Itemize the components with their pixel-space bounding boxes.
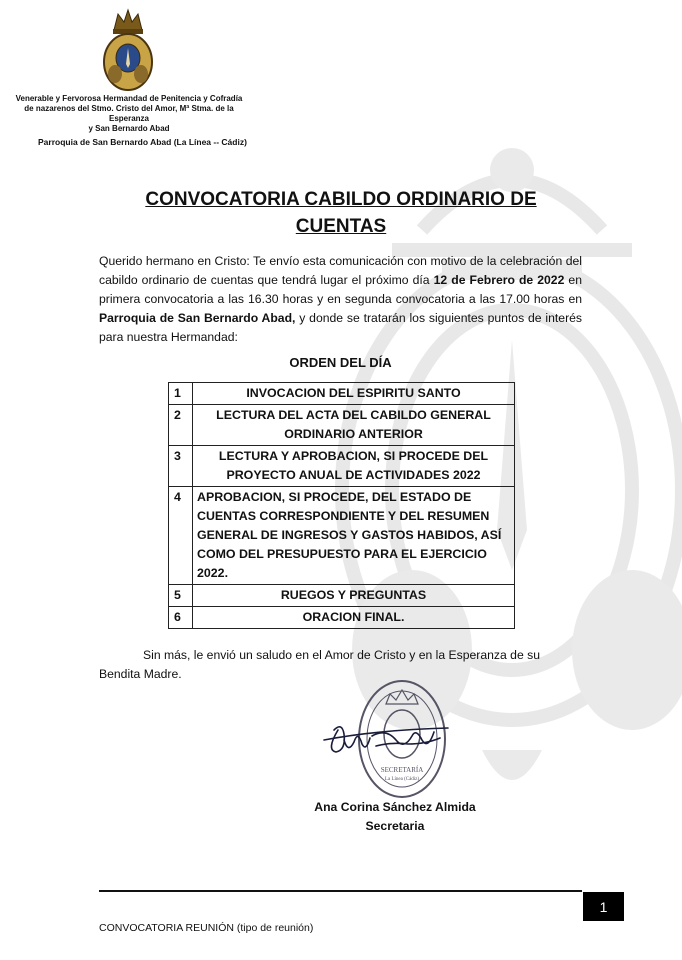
agenda-row — [169, 405, 515, 446]
agenda-heading: ORDEN DEL DÍA — [289, 355, 392, 370]
handwritten-signature — [316, 700, 456, 770]
agenda-table — [168, 382, 515, 629]
seal-city: La Línea (Cádiz) — [384, 777, 420, 782]
brotherhood-line-3: y San Bernardo Abad — [88, 124, 170, 133]
agenda-item: APROBACION, SI PROCEDE, DEL ESTADO DE CUENTAS CORRESPONDIENTE Y DEL RESUMEN GENERAL DE INGRESOS Y GASTOS HABIDOS, ASÍ COMO DEL PRESUPUESTO PARA EL EJERCICIO 2022. — [193, 487, 515, 585]
document-title — [100, 186, 582, 240]
agenda-row — [169, 585, 515, 607]
closing-paragraph: Sin más, le envió un saludo en el Amor de Cristo y en la Esperanza de su Bendita Madre. — [99, 648, 540, 681]
footer-divider — [99, 890, 582, 892]
title-line-2: CUENTAS — [295, 216, 387, 237]
page-number: 1 — [583, 892, 624, 921]
agenda-number: 4 — [169, 487, 193, 585]
body-part-1: Querido hermano en Cristo: Te envío esta comunicación con motivo de la celebración del cabildo ordinario de cuentas que tendrá lugar el próximo día — [99, 254, 582, 287]
brotherhood-line-1: Venerable y Fervorosa Hermandad de Penitencia y Cofradía — [15, 94, 243, 103]
agenda-number: 1 — [169, 383, 193, 405]
brotherhood-name — [6, 94, 252, 134]
agenda-number: 5 — [169, 585, 193, 607]
agenda-item: RUEGOS Y PREGUNTAS — [193, 585, 515, 607]
parish-header: Parroquia de San Bernardo Abad (La Línea -- Cádiz) — [38, 137, 247, 147]
agenda-row — [169, 487, 515, 585]
agenda-item: ORACION FINAL. — [193, 607, 515, 629]
body-part-3: y donde se tratarán los siguientes puntos de interés para nuestra Hermandad: — [99, 311, 582, 344]
agenda-row — [169, 446, 515, 487]
signer-role: Secretaria — [365, 819, 425, 833]
seal-label: SECRETARÍA — [380, 766, 424, 774]
brotherhood-line-2: de nazarenos del Stmo. Cristo del Amor, Mª Stma. de la Esperanza — [24, 104, 234, 123]
brotherhood-crest-icon — [100, 8, 156, 92]
title-line-1: CONVOCATORIA CABILDO ORDINARIO DE — [145, 189, 537, 210]
agenda-item: LECTURA Y APROBACION, SI PROCEDE DEL PROYECTO ANUAL DE ACTIVIDADES 2022 — [193, 446, 515, 487]
agenda-number: 6 — [169, 607, 193, 629]
body-part-2: en primera convocatoria a las 16.30 horas y en segunda convocatoria a las 17.00 horas en — [99, 273, 582, 306]
signer-name: Ana Corina Sánchez Almida — [314, 800, 476, 814]
agenda-number: 3 — [169, 446, 193, 487]
footer-text: CONVOCATORIA REUNIÓN (tipo de reunión) — [99, 922, 314, 934]
meeting-date: 12 de Febrero de 2022 — [433, 273, 565, 287]
agenda-number: 2 — [169, 405, 193, 446]
agenda-row — [169, 607, 515, 629]
agenda-row — [169, 383, 515, 405]
agenda-item: LECTURA DEL ACTA DEL CABILDO GENERAL ORDINARIO ANTERIOR — [193, 405, 515, 446]
agenda-item: INVOCACION DEL ESPIRITU SANTO — [193, 383, 515, 405]
body-paragraph — [99, 252, 582, 347]
meeting-place: Parroquia de San Bernardo Abad, — [99, 311, 296, 325]
